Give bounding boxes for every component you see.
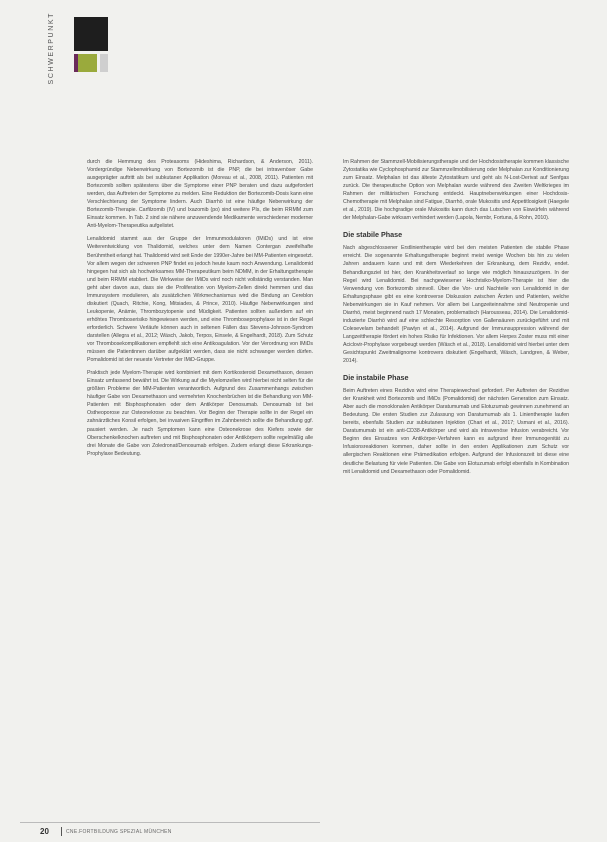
paragraph: Im Rahmen der Stammzell-Mobilisierungstherapie und der Hochdosistherapie kommen klassische Zytostatika wie Cyclophosphamid zur Stammzellmobilisierung oder Melphalan zur Konditionierung zum Einsatz. Melphalan ist das älteste Zytostatikum und geht als N-Lost-Derivat auf Senfgas zurück. Die therapeutische Option von Melphalan wurde während des Zweiten Weltkrieges im Rahmen der militärischen Forschung entdeckt. Hauptnebenwirkungen einer Hochdosis-Chemotherapie mit Melphalan sind Fatigue, Diarrhö, orale Mukositis und Appetitlosigkeit (Haegele et al., 2019). Die hochgradige orale Mukositis kann durch das Lutschen von Eiswürfeln während der Melphalan-Gabe wirksam verhindert werden (Lapola, Nembr, Fortuna, & Rohn, 2010). [343, 159, 569, 222]
paragraph: Lenalidomid stammt aus der Gruppe der Immunmodulatoren (IMiDs) und ist eine Weiterentwicklung von Thalidomid, welches unter dem Namen Contergan zweifelhafte Berühmtheit erlangt hat. Thalidomid wird seit Ende der 1990er-Jahre bei MM-Patienten eingesetzt. Vor allem wegen der schweren PNP findet es jedoch heute kaum noch Anwendung. Lenalidomid hingegen hat sich als hochwirksames MM-Therapeutikum beim NDMM, in der Erhaltungstherapie und beim RRMM etabliert. Die Wirkweise der IMiDs wird noch nicht vollständig verstanden. Man geht aber davon aus, dass sie die Proliferation von Myelom-Zellen direkt hemmen und das Immunsystem modulieren, als zusätzlichen Wirkmechanismus wird die Bindung an Cereblon diskutiert (Quach, Ritchie, Kong, Mitsiades, & Prince, 2010). Häufige Nebenwirkungen sind Leukopenie, Anämie, Thrombozytopenie und Müdigkeit. Patienten sollten außerdem auf ein erhöhtes Thromboserisiko hingewiesen werden, und eine Thromboseprophylaxe ist in der Regel erforderlich. Schwere Verläufe können auch in seltenen Fällen das Stevens-Johnson-Syndrom darstellen (Allegra et al., 2012; Wäsch, Jakob, Terpos, Einsele, & Engelhardt, 2018). Zum Schutz vor Thrombosekomplikationen empfiehlt sich eine Antikoagulation. Vor der Verordnung von IMiDs müssen die Patientinnen darüber aufgeklärt werden, dass sie nicht schwanger werden dürfen. Pomalidomid ist der neueste Vertreter der IMiD-Gruppe. [87, 236, 313, 364]
paragraph: Praktisch jede Myelom-Therapie wird kombiniert mit dem Kortikosteroid Dexamethason, dessen Einsatz umfassend bewährt ist. Die Wirkung auf die Myelomzellen wird hierbei nicht selten für die größten Probleme der MM-Patienten verantwortlich. Aufgrund des Zusammenhangs zwischen häufiger Gabe von Dexamethason und vermehrten Knochenbrüchen ist die Behandlung von MM-Patienten mit Bisphosphonaten oder dem Antikörper Denosumab. Denosumab ist bei Ostheoporose zur Osteonekrose zu beachten. Vor Beginn der Therapie sollte in der Regel ein zahnärztliches Konsil erfolgen, bei invasiven Eingriffen im Zahnbereich sollte die Behandlung ggf. pausiert werden. Je nach Symptomen kann eine Osteonekrose des Kiefers sowie der Oberschenkelknochen auftreten und mit Bisphosphonaten oder Antikörpern sollte regelmäßig alle drei Monate die Gabe von Zoledronat/Denosumab erfolgen. Zudem erlangt diese Erkrankungs-Prophylaxe Bedeutung. [87, 370, 313, 457]
section-heading-unstable: Die instabile Phase [343, 373, 409, 383]
footer-separator [61, 827, 62, 836]
left-column [87, 158, 313, 463]
section-heading-stable: Die stabile Phase [343, 230, 403, 240]
section-label: SCHWERPUNKT [48, 12, 55, 85]
right-column [343, 158, 569, 481]
page-number: 20 [40, 827, 49, 836]
paragraph: durch die Hemmung des Proteasoms (Hideshima, Richardson, & Anderson, 2011). Vordergründige Nebenwirkung von Bortezomib ist die PNP, die bei intravenöser Gabe ausgeprägter auftritt als bei subkutaner Applikation (Moreau et al., 2008, 2011). Patienten mit Bortezomib sollten spätestens über die Symptome einer PNP beraten und dazu aufgefordert werden, das Auftreten der Symptome zu melden. Eine Reduktion der Bortezomib-Dosis kann eine Verschlechterung der Symptome lindern. Auch Diarrhö ist eine häufige Nebenwirkung der Bortezomib-Therapie. Carfilzomib (IV) und Ixazomib (po) sind weitere PIs, die beim RRMM zum Einsatz kommen. In Tab. 2 sind sie nähere anzuwendende Medikamente verschiedener moderner Anti-Myelom-Therapeutika aufgelistet. [87, 159, 313, 230]
footer-divider [20, 822, 320, 823]
logo-gray-square [100, 54, 108, 72]
paragraph: Beim Auftreten eines Rezidivs wird eine Therapiewechsel gefordert. Per Auftreten der Rezidive der Krankheit wird Bortezomib und IMiDs (Pomalidomid) der nächsten Generation zum Einsatz. Aber auch die monoklonalen Antikörper Daratumumab und Elotuzumab gewinnen zunehmend an Bedeutung. Die ersten Studien zur Zulassung von Daratumumab als 1. Linientherapie laufen bereits, ebenfalls Studien zur subkutanen Injektion (Chari et al., 2017; Usmani et al., 2016). Daratumumab ist ein anti-CD38-Antikörper und wird als intravenöse Infusion verabreicht. Vor Beginn des Einsatzes von Antikörper-Verfahren kann es aufgrund ihrer Immunogenität zu Infusionsreaktionen kommen, daher sollte in den ersten Applikationen zum Schutz vor allergischen Reaktionen eine Prämedikation erfolgen. Aufgrund der Infusionszeit ist diese eine deutliche Belastung für viele Patienten. Die Gabe von Elotuzumab erfolgt ebenfalls in Kombination mit Lenalidomid und Dexamethason oder Pomalidomid. [343, 388, 569, 475]
logo-green-square [78, 54, 97, 72]
paragraph: Nach abgeschlossener Erstlinientherapie wird bei den meisten Patienten die stabile Phase erreicht. Die sogenannte Erhaltungstherapie beginnt meist wenige Wochen bis hin zu vielen Jahren andauern kann und mit dem Wiederkehren der Erkrankung, dem Rezidiv, endet. Behandlungsziel ist hier, den Krankheitsverlauf so lange wie möglich hinauszuzögern. In der Regel wird Lenalidomid. Bei nachgewiesener Hochrisiko-Myelom-Therapie ist hier die Verwendung von Bortezomib sinnvoll. Über die Vor- und Nachteile von Lenalidomid in der Erhaltungsphase gibt es eine kontroverse Diskussion zwischen Ärzten und Patienten, welche Nebenwirkungen sie in Kauf nehmen. Vor allem bei Langzeiteinnahme sind Neutropenie und Diarrhö, meist beginnend nach 17 Monaten, problematisch (Harousseau, 2014). Die Lenalidomid-induzierte Diarrhö wird auf eine schlechte Resorption von Gallensäuren zurückgeführt und mit Colesevelam behandelt (Pawlyn et al., 2014). Aufgrund der Immunsuppression während der Langzeittherapie fördert ein hohes Risiko für Infektionen. Vor allem Herpes Zoster muss mit einer Aciclovir-Prophylaxe vorgebeugt werden (Wäsch et al., 2018). Lenalidomid wird hierbei unter dem Gesichtspunkt Zweitmalignome kontrovers diskutiert (Engelhardt, Wäsch, Landgren, & Weber, 2014). [343, 245, 569, 365]
logo-dark-square [74, 17, 108, 51]
footer-text: CNE.FORTBILDUNG SPEZIAL MÜNCHEN [66, 829, 172, 835]
